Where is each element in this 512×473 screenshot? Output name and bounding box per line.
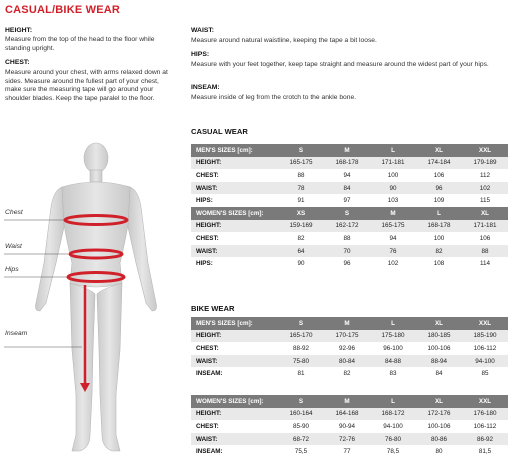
table-cell: 92-96 <box>324 342 370 355</box>
label-inseam: Inseam <box>5 330 28 337</box>
table-cell: 103 <box>370 194 416 207</box>
table-row <box>191 194 508 207</box>
table-cell: 75,5 <box>278 445 324 458</box>
row-label: CHEST: <box>191 420 278 433</box>
table-cell: 80-86 <box>416 433 462 446</box>
table-header-row <box>191 207 508 220</box>
table-row <box>191 408 508 421</box>
table-row <box>191 342 508 355</box>
label-chest: Chest <box>5 209 23 216</box>
table-cell: 106 <box>462 232 508 245</box>
body-silhouette <box>36 143 157 451</box>
table-cell: 76 <box>370 245 416 258</box>
table-cell: 106-112 <box>462 420 508 433</box>
table-cell: 85-90 <box>278 420 324 433</box>
row-label: HEIGHT: <box>191 408 278 421</box>
table-row <box>191 257 508 270</box>
table-cell: 175-180 <box>370 330 416 343</box>
row-label: INSEAM: <box>191 367 278 380</box>
table-cell: 94-100 <box>462 355 508 368</box>
waist-description: Measure around natural waistline, keeping the tape a bit loose. <box>191 37 377 44</box>
table-cell: 88-94 <box>416 355 462 368</box>
inseam-heading: INSEAM: <box>191 84 220 91</box>
table-cell: 164-168 <box>324 408 370 421</box>
size-column-header: M <box>370 207 416 220</box>
size-column-header: L <box>370 395 416 408</box>
table-cell: 81,5 <box>462 445 508 458</box>
table-cell: 100-106 <box>416 342 462 355</box>
table-cell: 70 <box>324 245 370 258</box>
table-row <box>191 445 508 458</box>
size-column-header: M <box>324 395 370 408</box>
row-label: HEIGHT: <box>191 157 278 170</box>
table-row <box>191 182 508 195</box>
bike-wear-title: BIKE WEAR <box>191 304 235 313</box>
table-cell: 100 <box>370 169 416 182</box>
row-label: HEIGHT: <box>191 220 278 233</box>
table-header-row <box>191 317 508 330</box>
table-cell: 82 <box>416 245 462 258</box>
table-cell: 165-175 <box>370 220 416 233</box>
table-row <box>191 157 508 170</box>
table-cell: 84 <box>416 367 462 380</box>
table-row <box>191 232 508 245</box>
size-column-header: L <box>370 144 416 157</box>
height-heading: HEIGHT: <box>5 27 33 34</box>
table-cell: 176-180 <box>462 408 508 421</box>
table-cell: 85 <box>462 367 508 380</box>
size-column-header: S <box>278 144 324 157</box>
table-row <box>191 220 508 233</box>
table-cell: 108 <box>416 257 462 270</box>
size-column-header: S <box>278 317 324 330</box>
size-column-header: S <box>324 207 370 220</box>
hips-description: Measure with your feet together, keep tape straight and measure around the widest part of your hips. <box>191 61 489 68</box>
size-column-header: XL <box>416 317 462 330</box>
hips-heading: HIPS: <box>191 51 210 58</box>
table-cell: 168-172 <box>370 408 416 421</box>
row-label: WAIST: <box>191 355 278 368</box>
table-cell: 86-92 <box>462 433 508 446</box>
bike-men-table <box>191 317 508 380</box>
waist-heading: WAIST: <box>191 27 215 34</box>
table-cell: 82 <box>278 232 324 245</box>
table-cell: 171-181 <box>370 157 416 170</box>
label-hips: Hips <box>5 266 19 273</box>
table-cell: 180-185 <box>416 330 462 343</box>
casual-women-table <box>191 207 508 270</box>
table-cell: 68-72 <box>278 433 324 446</box>
size-column-header: M <box>324 317 370 330</box>
table-cell: 94-100 <box>370 420 416 433</box>
table-row <box>191 355 508 368</box>
table-cell: 168-178 <box>324 157 370 170</box>
table-header-row <box>191 395 508 408</box>
table-cell: 165-175 <box>278 157 324 170</box>
table-cell: 84-88 <box>370 355 416 368</box>
table-cell: 90 <box>370 182 416 195</box>
height-description: Measure from the top of the head to the floor while standing upright. <box>5 36 155 52</box>
table-cell: 90 <box>278 257 324 270</box>
table-cell: 80-84 <box>324 355 370 368</box>
table-cell: 170-175 <box>324 330 370 343</box>
table-cell: 88 <box>462 245 508 258</box>
casual-men-table <box>191 144 508 207</box>
chest-description: Measure around your chest, with arms relaxed down at sides. Measure around the fullest part of your chest, make sure the measuring tape will go around your shoulder blades. Keep the tape paralel to the floor. <box>5 69 168 102</box>
table-cell: 106 <box>416 169 462 182</box>
row-label: HEIGHT: <box>191 330 278 343</box>
table-cell: 174-184 <box>416 157 462 170</box>
table-cell: 88 <box>324 232 370 245</box>
table-header-label: MEN'S SIZES [cm]: <box>191 144 278 157</box>
size-column-header: L <box>416 207 462 220</box>
table-cell: 78,5 <box>370 445 416 458</box>
table-cell: 81 <box>278 367 324 380</box>
table-cell: 91 <box>278 194 324 207</box>
table-cell: 171-181 <box>462 220 508 233</box>
body-measurement-figure <box>0 135 185 471</box>
table-cell: 100-106 <box>416 420 462 433</box>
size-column-header: XL <box>416 144 462 157</box>
table-header-label: WOMEN'S SIZES [cm]: <box>191 395 278 408</box>
table-row <box>191 433 508 446</box>
table-cell: 102 <box>370 257 416 270</box>
table-cell: 160-164 <box>278 408 324 421</box>
table-cell: 97 <box>324 194 370 207</box>
table-cell: 94 <box>370 232 416 245</box>
table-header-label: MEN'S SIZES [cm]: <box>191 317 278 330</box>
size-column-header: XL <box>462 207 508 220</box>
size-column-header: XS <box>278 207 324 220</box>
table-cell: 78 <box>278 182 324 195</box>
bike-women-table <box>191 395 508 458</box>
size-column-header: L <box>370 317 416 330</box>
table-cell: 162-172 <box>324 220 370 233</box>
table-cell: 90-94 <box>324 420 370 433</box>
table-row <box>191 330 508 343</box>
table-header-label: WOMEN'S SIZES [cm]: <box>191 207 278 220</box>
page-title: CASUAL/BIKE WEAR <box>5 4 121 16</box>
table-row <box>191 245 508 258</box>
table-cell: 72-76 <box>324 433 370 446</box>
table-cell: 77 <box>324 445 370 458</box>
size-column-header: XXL <box>462 144 508 157</box>
row-label: HIPS: <box>191 257 278 270</box>
table-cell: 64 <box>278 245 324 258</box>
row-label: HIPS: <box>191 194 278 207</box>
table-cell: 88-92 <box>278 342 324 355</box>
table-cell: 114 <box>462 257 508 270</box>
table-cell: 100 <box>416 232 462 245</box>
table-cell: 88 <box>278 169 324 182</box>
table-cell: 84 <box>324 182 370 195</box>
row-label: CHEST: <box>191 232 278 245</box>
table-cell: 82 <box>324 367 370 380</box>
table-cell: 96 <box>324 257 370 270</box>
table-cell: 96-100 <box>370 342 416 355</box>
table-cell: 80 <box>416 445 462 458</box>
table-cell: 159-169 <box>278 220 324 233</box>
table-cell: 115 <box>462 194 508 207</box>
row-label: WAIST: <box>191 182 278 195</box>
table-cell: 185-190 <box>462 330 508 343</box>
table-row <box>191 420 508 433</box>
table-cell: 165-170 <box>278 330 324 343</box>
size-column-header: S <box>278 395 324 408</box>
label-waist: Waist <box>5 243 22 250</box>
table-cell: 106-112 <box>462 342 508 355</box>
row-label: INSEAM: <box>191 445 278 458</box>
size-column-header: XXL <box>462 317 508 330</box>
table-header-row <box>191 144 508 157</box>
table-cell: 172-176 <box>416 408 462 421</box>
size-column-header: M <box>324 144 370 157</box>
table-cell: 168-178 <box>416 220 462 233</box>
table-cell: 179-189 <box>462 157 508 170</box>
row-label: WAIST: <box>191 245 278 258</box>
size-column-header: XL <box>416 395 462 408</box>
chest-heading: CHEST: <box>5 59 30 66</box>
row-label: CHEST: <box>191 169 278 182</box>
inseam-description: Measure inside of leg from the crotch to the ankle bone. <box>191 94 357 101</box>
table-cell: 112 <box>462 169 508 182</box>
table-cell: 94 <box>324 169 370 182</box>
table-cell: 75-80 <box>278 355 324 368</box>
table-row <box>191 169 508 182</box>
table-cell: 96 <box>416 182 462 195</box>
row-label: CHEST: <box>191 342 278 355</box>
row-label: WAIST: <box>191 433 278 446</box>
table-cell: 76-80 <box>370 433 416 446</box>
table-cell: 102 <box>462 182 508 195</box>
casual-wear-title: CASUAL WEAR <box>191 127 248 136</box>
size-column-header: XXL <box>462 395 508 408</box>
table-cell: 109 <box>416 194 462 207</box>
table-row <box>191 367 508 380</box>
table-cell: 83 <box>370 367 416 380</box>
